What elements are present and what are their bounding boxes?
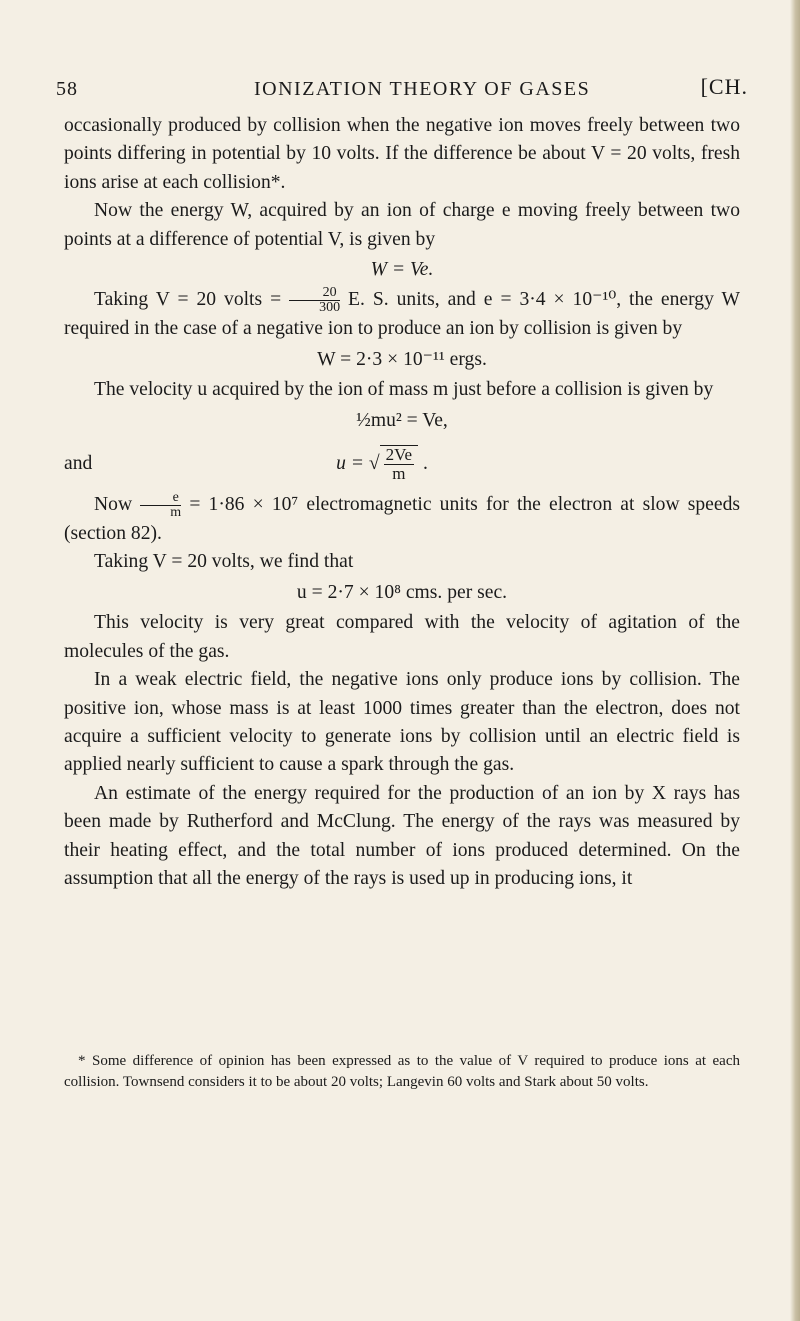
page-edge: [790, 0, 800, 1321]
page-header: [56, 74, 748, 114]
equation-5: u = 2·7 × 10⁸ cms. per sec.: [296, 581, 508, 603]
footnote-text: * Some difference of opinion has been expressed as to the value of V required to produce ions at each collision. Townsend considers it to be about 20 volts; Langevin 60 volts and Stark about 50 volts.: [64, 1053, 740, 1090]
paragraph-2: Now the energy W, acquired by an ion of charge e moving freely between two points at a difference of potential V, is given by: [64, 200, 740, 250]
footnote: [64, 1051, 740, 1093]
paragraph-4: The velocity u acquired by the ion of mass m just before a collision is given by: [94, 379, 714, 401]
paragraph-6: Taking V = 20 volts, we find that: [94, 551, 354, 573]
and-label: and: [64, 452, 93, 474]
paragraph-1: occasionally produced by collision when the negative ion moves freely between two points differing in potential by 10 volts. If the difference be about V = 20 volts, fresh ions arise at each collision*.: [64, 115, 740, 193]
body-text: [64, 112, 740, 893]
paragraph-8: In a weak electric field, the negative ions only produce ions by collision. The positive ion, whose mass is at least 1000 times greater than the electron, does not acquire a sufficient velocity to generate ions by collision until an electric field is applied nearly sufficient to cause a spark through the gas.: [64, 669, 740, 776]
paragraph-9: An estimate of the energy required for the production of an ion by X rays has been made by Rutherford and McClung. The energy of the rays was measured by their heating effect, and the total number of ions produced determined. On the assumption that all the energy of the rays is used up in producing ions, it: [64, 782, 740, 889]
page-number: 58: [56, 78, 78, 100]
fraction-e-m: $\frac{e}{m}$: [140, 491, 181, 520]
equation-1: W = Ve.: [370, 259, 434, 281]
equation-2: W = 2·3 × 10⁻¹¹ ergs.: [317, 348, 487, 370]
paragraph-3: Taking V = 20 volts = $\frac{20}{300}$ E. S. units, and e = 3·4 × 10⁻¹⁰, the energy W required in the case of a negative ion to produce an ion by collision is given by: [64, 285, 740, 340]
equation-3: ½mu² = Ve,: [356, 409, 448, 431]
paragraph-7: This velocity is very great compared with the velocity of agitation of the molecules of the gas.: [64, 612, 740, 662]
chapter-mark: [CH.: [700, 74, 748, 99]
fraction-20-300: $\frac{20}{300}$: [289, 286, 340, 315]
equation-4: and u = √ $\frac{2Ve}{m}$ .: [64, 445, 428, 484]
running-title: IONIZATION THEORY OF GASES: [254, 78, 591, 100]
paragraph-5: Now $\frac{e}{m}$ = 1·86 × 10⁷ electromagnetic units for the electron at slow speeds (section 82).: [64, 490, 741, 545]
